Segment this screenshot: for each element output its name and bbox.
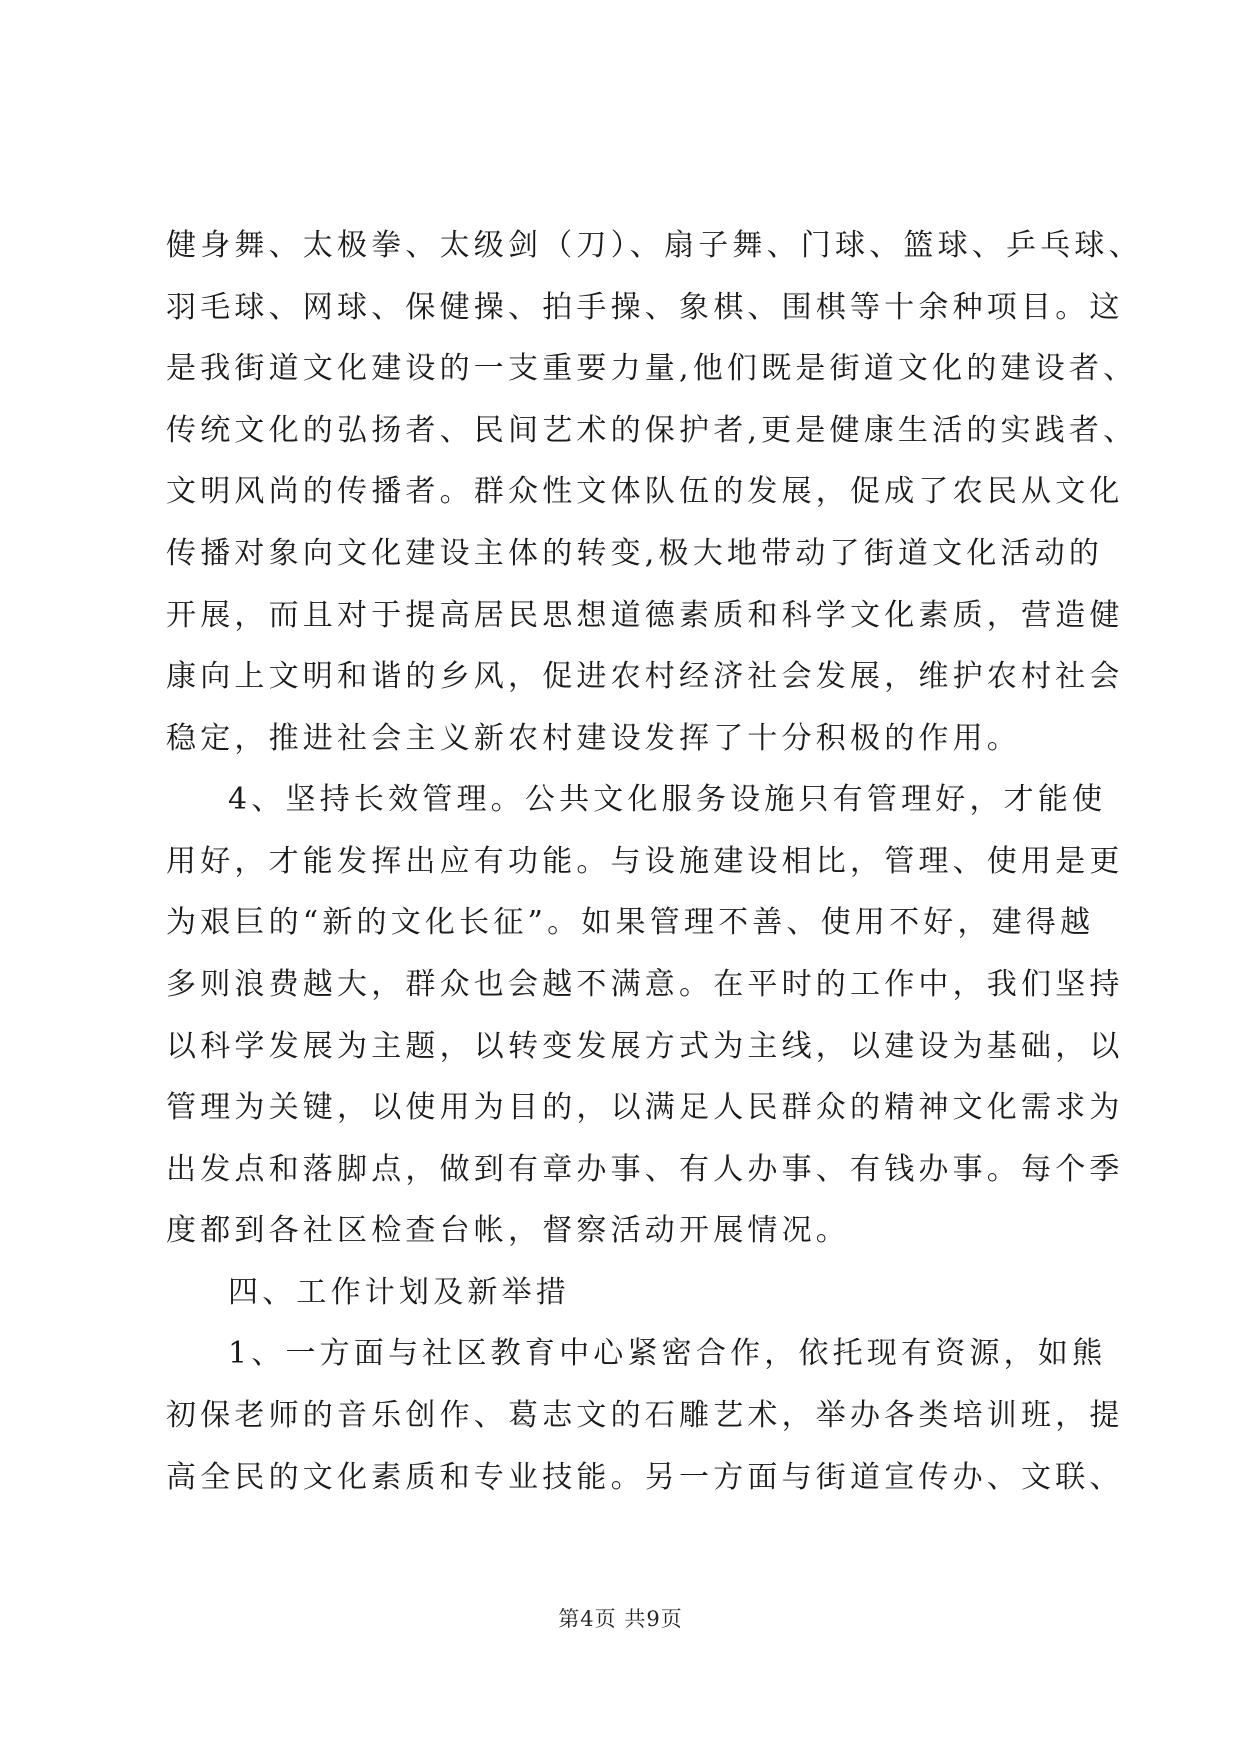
- section-heading: 四、工作计划及新举措: [228, 1275, 570, 1310]
- body-text-line: 羽毛球、网球、保健操、拍手操、象棋、围棋等十余种项目。这: [166, 290, 1124, 325]
- body-text-line: 初保老师的音乐创作、葛志文的石雕艺术，举办各类培训班，提: [166, 1398, 1124, 1433]
- body-text-line: 管理为关键，以使用为目的，以满足人民群众的精神文化需求为: [166, 1090, 1124, 1125]
- paragraph-start-line: 4、坚持长效管理。公共文化服务设施只有管理好，才能使: [228, 782, 1107, 817]
- page-footer: 第4页 共9页: [558, 1607, 683, 1631]
- body-text-line: 是我街道文化建设的一支重要力量,他们既是街道文化的建设者、: [166, 351, 1138, 386]
- body-text-line: 度都到各社区检查台帐，督察活动开展情况。: [166, 1213, 850, 1248]
- body-text-line: 康向上文明和谐的乡风，促进农村经济社会发展，维护农村社会: [166, 659, 1124, 694]
- body-text-line: 健身舞、太极拳、太级剑（刀）、扇子舞、门球、篮球、乒乓球、: [166, 228, 1143, 263]
- body-text-line: 用好，才能发挥出应有功能。与设施建设相比，管理、使用是更: [166, 844, 1124, 879]
- body-text-line: 多则浪费越大，群众也会越不满意。在平时的工作中，我们坚持: [166, 967, 1124, 1002]
- body-text-line: 以科学发展为主题，以转变发展方式为主线，以建设为基础，以: [166, 1029, 1124, 1064]
- body-text-line: 开展，而且对于提高居民思想道德素质和科学文化素质，营造健: [166, 598, 1124, 633]
- body-text-line: 文明风尚的传播者。群众性文体队伍的发展，促成了农民从文化: [166, 474, 1124, 509]
- body-text-line: 为艰巨的“新的文化长征”。如果管理不善、使用不好，建得越: [166, 905, 1095, 940]
- body-text-line: 传统文化的弘扬者、民间艺术的保护者,更是健康生活的实践者、: [166, 413, 1138, 448]
- body-text-line: 稳定，推进社会主义新农村建设发挥了十分积极的作用。: [166, 721, 1021, 756]
- paragraph-start-line: 1、一方面与社区教育中心紧密合作，依托现有资源，如熊: [228, 1336, 1107, 1371]
- body-text-line: 传播对象向文化建设主体的转变,极大地带动了街道文化活动的: [166, 536, 1104, 571]
- body-text-line: 出发点和落脚点，做到有章办事、有人办事、有钱办事。每个季: [166, 1152, 1124, 1187]
- body-text-line: 高全民的文化素质和专业技能。另一方面与街道宣传办、文联、: [166, 1460, 1124, 1495]
